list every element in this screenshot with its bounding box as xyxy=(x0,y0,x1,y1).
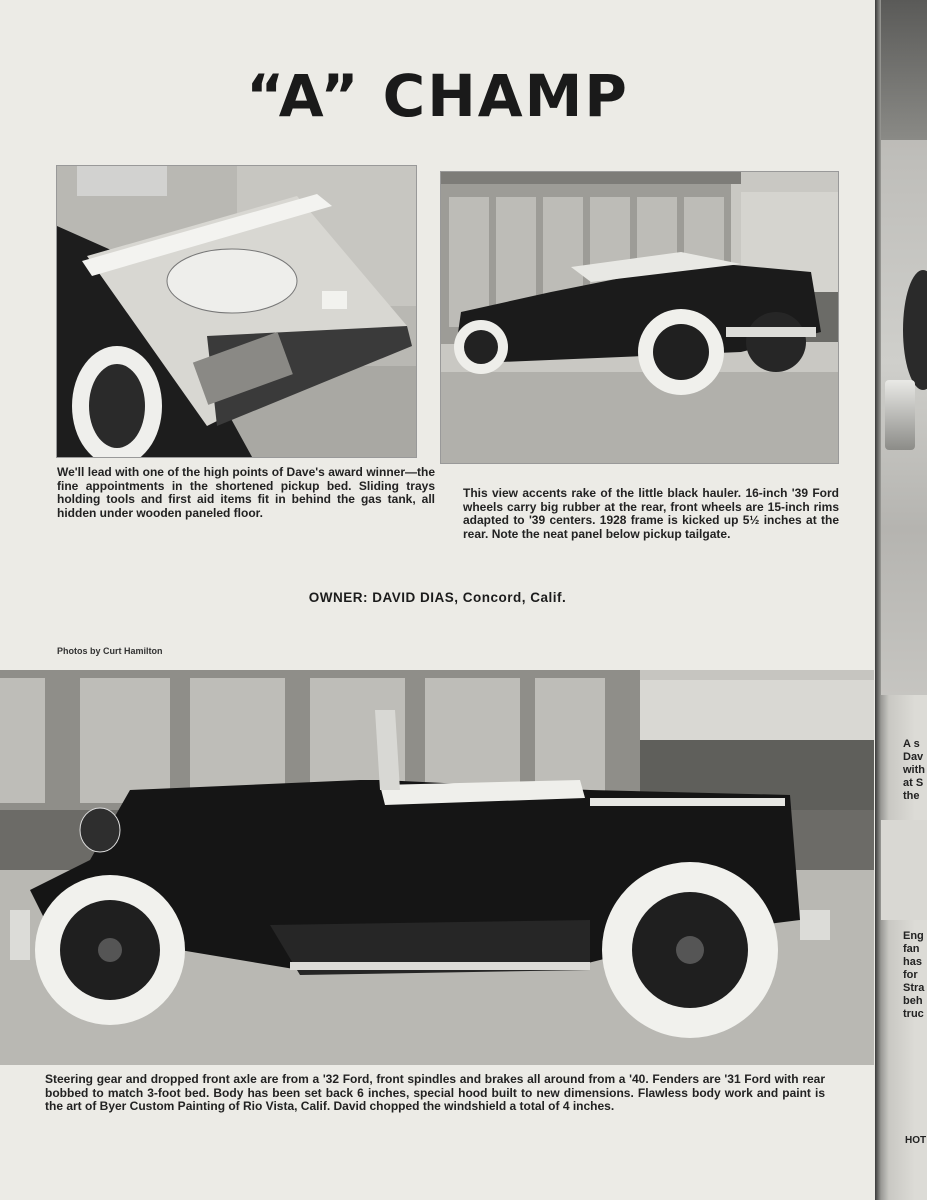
next-page-text-line: Stra xyxy=(903,982,925,994)
next-page-text-line: Eng xyxy=(903,930,924,942)
next-page-text-line: the xyxy=(903,790,920,802)
next-page-bumper xyxy=(885,380,915,450)
next-page-text-line: at S xyxy=(903,777,924,789)
next-page-text-line: for xyxy=(903,969,918,981)
next-page-text-line: A s xyxy=(903,738,920,750)
caption-side-profile: Steering gear and dropped front axle are from a '32 Ford, front spindles and brakes all around from a '40. Fenders are '31 Ford with rear bobbed to match 3-foot bed. Body has been set back 6 inches, special hood built to new dimensions. Flawless body work and paint is the art of Byer Custom Painting of Rio Vista, Calif. David chopped the windshield a total of 4 inches. xyxy=(45,1072,825,1113)
photo-pickup-bed xyxy=(56,165,417,458)
next-page-edge xyxy=(875,0,927,1200)
next-page-text-line: truc xyxy=(903,1008,924,1020)
owner-credit: OWNER: DAVID DIAS, Concord, Calif. xyxy=(308,590,567,605)
next-page-photo-2 xyxy=(881,820,927,920)
photo-side-profile xyxy=(0,670,874,1065)
next-page-footer: HOT xyxy=(905,1135,927,1146)
next-page-photo-top xyxy=(881,0,927,140)
photo-rear-three-quarter xyxy=(440,171,839,464)
caption-pickup-bed: We'll lead with one of the high points of Dave's award winner—the fine appointments in the shortened pickup bed. Sliding trays holding tools and first aid items fit in behind the gas tank, all hidden under wooden paneled floor. xyxy=(57,465,435,520)
photo-credit: Photos by Curt Hamilton xyxy=(57,646,163,656)
next-page-text-line: with xyxy=(903,764,925,776)
next-page-text-line: fan xyxy=(903,943,920,955)
article-title: “A” CHAMP xyxy=(246,62,629,130)
next-page-text-line: has xyxy=(903,956,922,968)
next-page-text-line: Dav xyxy=(903,751,924,763)
caption-rear-view: This view accents rake of the little black hauler. 16-inch '39 Ford wheels carry big rubber at the rear, front wheels are 15-inch rims adapted to '39 centers. 1928 frame is kicked up 5½ inches at the rear. Note the neat panel below pickup tailgate. xyxy=(463,486,839,541)
next-page-text-line: beh xyxy=(903,995,923,1007)
